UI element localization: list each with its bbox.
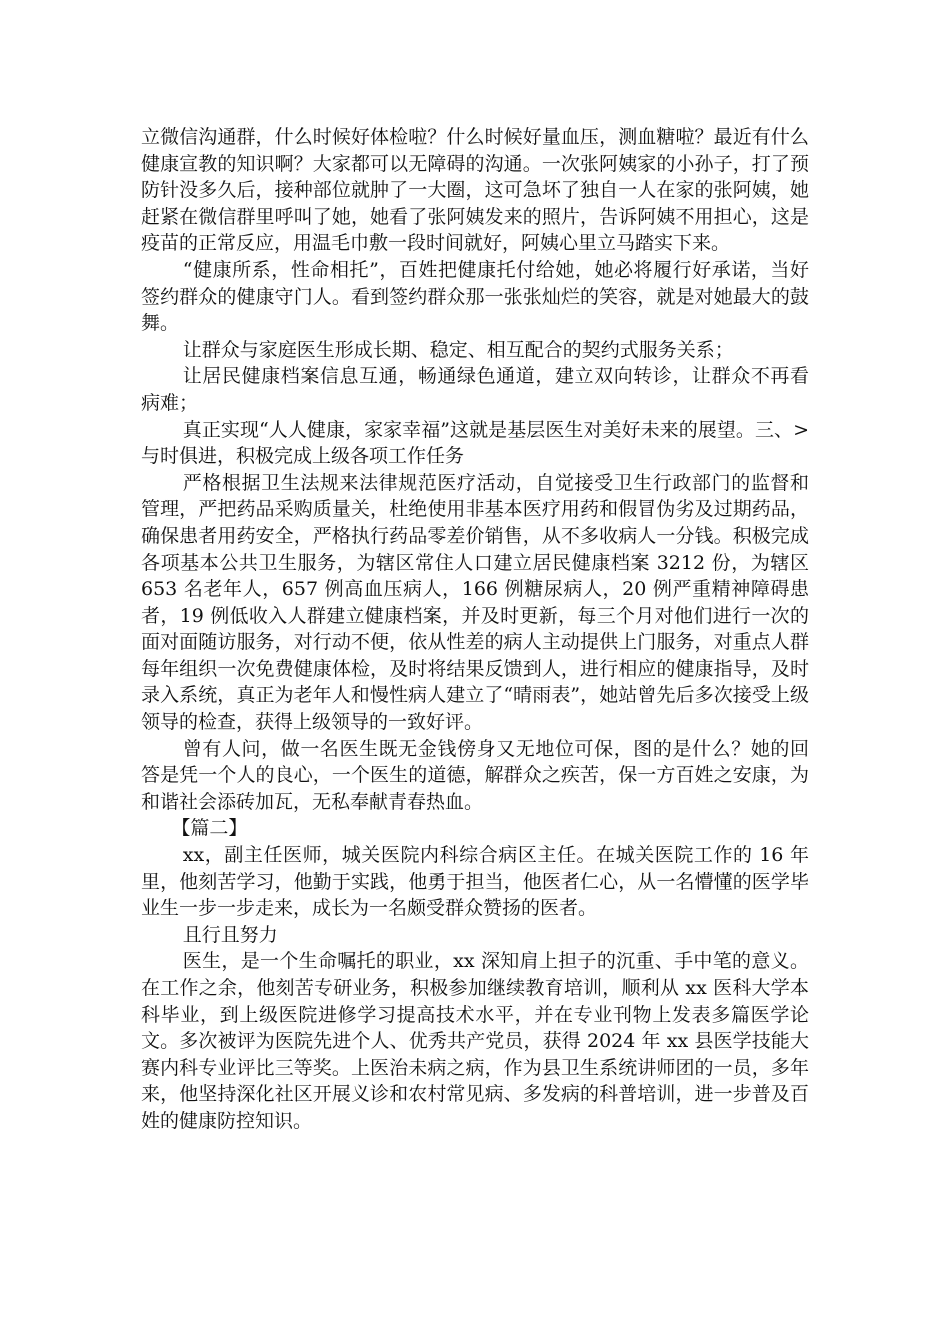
document-page [141, 124, 809, 1135]
paragraph-regulations-work: 严格根据卫生法规来法律规范医疗活动，自觉接受卫生行政部门的监督和管理，严把药品采购质量关，杜绝使用非基本医疗用药和假冒伪劣及过期药品，确保患者用药安全，严格执行药品零差价销售，从不多收病人一分钱。积极完成各项基本公共卫生服务，为辖区常住人口建立居民健康档案 3212 份，为辖区 653 名老年人，657 例高血压病人，166 例糖尿病人，20 例严重精神障碍患者，19 例低收入人群建立健康档案，并及时更新，每三个月对他们进行一次的面对面随访服务，对行动不便，依从性差的病人主动提供上门服务，对重点人群每年组织一次免费健康体检，及时将结果反馈到人，进行相应的健康指导，及时录入系统，真正为老年人和慢性病人建立了“晴雨表”，她站曾先后多次接受上级领导的检查，获得上级领导的一致好评。 [141, 471, 809, 734]
paragraph-contract-service: 让群众与家庭医生形成长期、稳定、相互配合的契约式服务关系； [182, 338, 734, 361]
paragraph-wechat-group: 立微信沟通群，什么时候好体检啦？什么时候好量血压，测血糖啦？最近有什么健康宣教的知识啊？大家都可以无障碍的沟通。一次张阿姨家的小孙子，打了预防针没多久后，接种部位就肿了一大圈，这可急坏了独自一人在家的张阿姨，她赶紧在微信群里呼叫了她，她看了张阿姨发来的照片，告诉阿姨不用担心，这是疫苗的正常反应，用温毛巾敷一段时间就好，阿姨心里立马踏实下来。 [141, 126, 809, 255]
subheading-keep-striving: 且行且努力 [182, 923, 278, 946]
section-heading-part-two: 【篇二】 [171, 817, 248, 840]
paragraph-doctor-intro: xx，副主任医师，城关医院内科综合病区主任。在城关医院工作的 16 年里，他刻苦学习，他勤于实践，他勇于担当，他医者仁心，从一名懵懂的医学毕业生一步一步走来，成长为一名颇受群众赞扬的医者。 [141, 844, 809, 920]
paragraph-future-outlook: 真正实现“人人健康，家家幸福”这就是基层医生对美好未来的展望。三、>与时俱进，积极完成上级各项工作任务 [141, 418, 809, 468]
paragraph-doctor-career: 医生，是一个生命嘱托的职业，xx 深知肩上担子的沉重、手中笔的意义。在工作之余，他刻苦专研业务，积极参加继续教育培训，顺利从 xx 医科大学本科毕业，到上级医院进修学习提高技术水平，并在专业刊物上发表多篇医学论文。多次被评为医院先进个人、优秀共产党员，获得 2024 年 xx 县医学技能大赛内科专业评比三等奖。上医治未病之病，作为县卫生系统讲师团的一员，多年来，他坚持深化社区开展义诊和农村常见病、多发病的科普培训，进一步普及百姓的健康防控知识。 [141, 950, 809, 1132]
paragraph-health-trust: “健康所系，性命相托”，百姓把健康托付给她，她必将履行好承诺，当好签约群众的健康守门人。看到签约群众那一张张灿烂的笑容，就是对她最大的鼓舞。 [141, 258, 809, 335]
paragraph-record-sharing: 让居民健康档案信息互通，畅通绿色通道，建立双向转诊，让群众不再看病难； [141, 365, 809, 414]
paragraph-doctor-answer: 曾有人问，做一名医生既无金钱傍身又无地位可保，图的是什么？她的回答是凭一个人的良心，一个医生的道德，解群众之疾苦，保一方百姓之安康，为和谐社会添砖加瓦，无私奉献青春热血。 [141, 737, 809, 813]
